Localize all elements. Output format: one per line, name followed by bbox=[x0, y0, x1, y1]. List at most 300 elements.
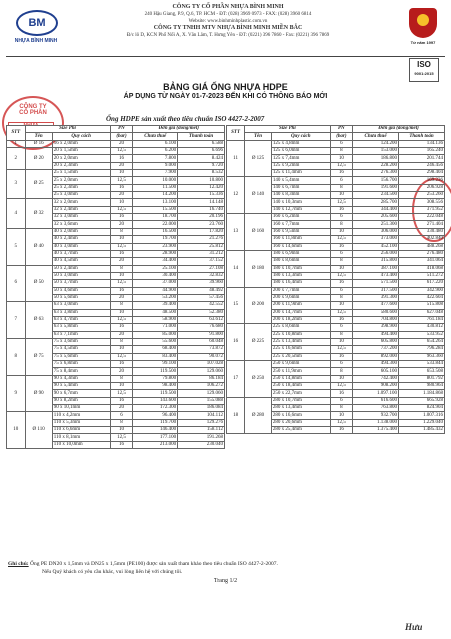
row-spec: 280 x 10,7mm bbox=[271, 397, 330, 404]
row-price-total: 23.760 bbox=[178, 221, 225, 228]
row-spec: 110 x 10,0mm bbox=[52, 441, 110, 448]
row-spec: 32 x 3,6mm bbox=[52, 221, 110, 228]
row-price-net: 373.000 bbox=[353, 236, 399, 243]
row-spec: 40 x 3,0mm bbox=[52, 243, 110, 250]
row-size-name: Ø 140 bbox=[245, 177, 272, 214]
row-price-total: 21.276 bbox=[178, 236, 225, 243]
table-row bbox=[7, 148, 225, 155]
row-size-name: Ø 125 bbox=[245, 140, 272, 177]
row-size-name: Ø 160 bbox=[245, 214, 272, 251]
row-price-net: 156.700 bbox=[353, 177, 399, 184]
row-pn: 20 bbox=[110, 368, 133, 375]
row-spec: 200 x 11,9mm bbox=[271, 302, 330, 309]
row-pn: 10 bbox=[110, 272, 133, 279]
row-pn: 16 bbox=[110, 361, 133, 368]
row-price-total: 980.964 bbox=[399, 383, 445, 390]
row-spec: 25 x 2,0mm bbox=[52, 177, 110, 184]
row-spec: 63 x 4,7mm bbox=[52, 316, 110, 323]
row-size-name: Ø 63 bbox=[25, 302, 52, 339]
row-spec: 160 x 9,5mm bbox=[271, 228, 330, 235]
row-price-net: 124.200 bbox=[353, 140, 399, 147]
table-row bbox=[7, 199, 225, 206]
row-spec: 63 x 7,1mm bbox=[52, 331, 110, 338]
row-price-total: 488.268 bbox=[399, 243, 445, 250]
row-spec: 90 x 6,7mm bbox=[52, 390, 110, 397]
row-price-total: 654.264 bbox=[399, 338, 445, 345]
row-spec: 225 x 20,5mm bbox=[271, 353, 330, 360]
row-pn: 12,5 bbox=[330, 383, 352, 390]
row-price-total: 27.108 bbox=[178, 265, 225, 272]
row-price-net: 53.200 bbox=[133, 294, 178, 301]
row-price-total: 511.272 bbox=[399, 272, 445, 279]
iso-badge: ISO 9001:2015 bbox=[409, 58, 439, 82]
row-pn: 16 bbox=[110, 441, 133, 448]
row-price-net: 344.400 bbox=[353, 206, 399, 213]
row-spec: 110 x 5,3mm bbox=[52, 419, 110, 426]
header-ten: Tên bbox=[245, 133, 272, 140]
row-price-net: 398.900 bbox=[353, 324, 399, 331]
row-pn: 12,5 bbox=[330, 419, 352, 426]
row-price-net: 6.200 bbox=[133, 148, 178, 155]
row-price-net: 317.500 bbox=[353, 287, 399, 294]
row-stt: 10 bbox=[7, 412, 26, 449]
row-price-net: 387.100 bbox=[353, 265, 399, 272]
row-pn: 6 bbox=[330, 214, 352, 221]
row-size-name: Ø 20 bbox=[25, 148, 52, 170]
row-pn: 16 bbox=[330, 243, 352, 250]
row-price-net: 7.900 bbox=[133, 170, 178, 177]
row-stt: 11 bbox=[227, 140, 245, 177]
row-price-net: 10.000 bbox=[133, 177, 178, 184]
row-spec: 180 x 6,9mm bbox=[271, 250, 330, 257]
row-spec: 20 x 2,0mm bbox=[52, 155, 110, 162]
table-row bbox=[7, 375, 225, 382]
row-spec: 50 x 5,6mm bbox=[52, 294, 110, 301]
row-spec: 125 x 9,2mm bbox=[271, 162, 330, 169]
row-pn: 8 bbox=[110, 228, 133, 235]
row-pn: 8 bbox=[330, 258, 352, 265]
company-stamp: CÔNG TY CỔ PHẦN bbox=[2, 96, 64, 150]
row-spec: 140 x 12,7mm bbox=[271, 206, 330, 213]
row-spec: 110 x 4,2mm bbox=[52, 412, 110, 419]
row-price-net: 234.500 bbox=[353, 192, 399, 199]
row-size-name: Ø 90 bbox=[25, 375, 52, 412]
row-spec: 40 x 3,7mm bbox=[52, 250, 110, 257]
row-stt: 13 bbox=[227, 214, 245, 251]
header-pn: PN bbox=[110, 126, 133, 133]
row-price-total: 32.832 bbox=[178, 272, 225, 279]
row-pn: 16 bbox=[110, 397, 133, 404]
row-spec: 125 x 11,4mm bbox=[271, 170, 330, 177]
row-price-net: 213.000 bbox=[133, 441, 178, 448]
row-price-net: 1.375.400 bbox=[353, 427, 399, 434]
row-price-total: 330.480 bbox=[399, 228, 445, 235]
row-pn: 6 bbox=[330, 250, 352, 257]
table-row bbox=[7, 170, 225, 177]
row-pn: 8 bbox=[330, 405, 352, 412]
row-pn: 12,5 bbox=[110, 177, 133, 184]
row-price-net: 99.100 bbox=[133, 361, 178, 368]
row-price-total: 1.007.316 bbox=[399, 412, 445, 419]
page-number: Trang 1/2 bbox=[213, 578, 238, 584]
row-spec: 90 x 5,4mm bbox=[52, 383, 110, 390]
row-spec: 225 x 10,8mm bbox=[271, 331, 330, 338]
row-pn: 12,5 bbox=[110, 148, 133, 155]
row-price-net: 22.000 bbox=[133, 221, 178, 228]
row-price-total: 1.229.040 bbox=[399, 419, 445, 426]
row-pn: 20 bbox=[110, 221, 133, 228]
row-spec: 63 x 5,8mm bbox=[52, 324, 110, 331]
row-size-name: Ø 16 bbox=[25, 140, 52, 147]
row-price-net: 742.400 bbox=[353, 375, 399, 382]
table-row bbox=[7, 228, 225, 235]
row-price-total: 129.060 bbox=[178, 368, 225, 375]
row-spec: 75 x 8,4mm bbox=[52, 368, 110, 375]
row-price-net: 30.400 bbox=[133, 272, 178, 279]
row-stt: 1 bbox=[7, 140, 26, 147]
row-spec: 250 x 11,9mm bbox=[271, 368, 330, 375]
row-price-net: 153.000 bbox=[353, 148, 399, 155]
row-pn: 16 bbox=[110, 287, 133, 294]
row-stt: 15 bbox=[227, 287, 245, 324]
row-price-net: 143.600 bbox=[133, 397, 178, 404]
row-spec: 75 x 5,6mm bbox=[52, 353, 110, 360]
row-spec: 250 x 22,7mm bbox=[271, 390, 330, 397]
row-size-name: Ø 180 bbox=[245, 250, 272, 287]
row-price-net: 13.100 bbox=[133, 199, 178, 206]
page-title: BẢNG GIÁ ỐNG NHỰA HDPE bbox=[163, 82, 288, 92]
row-price-net: 452.100 bbox=[353, 243, 399, 250]
header-price: Đơn giá (đồng/mét) bbox=[133, 126, 225, 133]
row-price-total: 246.456 bbox=[399, 162, 445, 169]
row-pn: 6 bbox=[330, 397, 352, 404]
row-spec: 180 x 16,4mm bbox=[271, 280, 330, 287]
row-pn: 8 bbox=[330, 368, 352, 375]
row-price-total: 155.088 bbox=[178, 397, 225, 404]
row-pn: 16 bbox=[330, 206, 352, 213]
row-price-net: 177.100 bbox=[133, 434, 178, 441]
row-pn: 20 bbox=[110, 258, 133, 265]
table-caption: Ống HDPE sản xuất theo tiêu chuẩn ISO 4427-2-2007 bbox=[106, 115, 265, 123]
row-pn: 20 bbox=[110, 405, 133, 412]
row-spec: 75 x 3,6mm bbox=[52, 338, 110, 345]
page-subtitle: ÁP DỤNG TỪ NGÀY 01-7-2023 ĐẾN KHI CÓ THÔNG BÁO MỚI bbox=[123, 93, 328, 100]
row-stt: 2 bbox=[7, 148, 26, 170]
row-pn: 12,5 bbox=[110, 390, 133, 397]
row-stt: 12 bbox=[227, 177, 245, 214]
row-price-net: 1.138.000 bbox=[353, 419, 399, 426]
row-price-total: 14.148 bbox=[178, 199, 225, 206]
row-price-net: 85.000 bbox=[133, 331, 178, 338]
note-line-2: Nếu Quý khách có yêu cầu khác, vui lòng liên hệ với chúng tôi. bbox=[42, 569, 183, 575]
row-price-total: 107.028 bbox=[178, 361, 225, 368]
row-pn: 16 bbox=[110, 155, 133, 162]
row-price-net: 494.300 bbox=[353, 361, 399, 368]
row-pn: 6 bbox=[330, 140, 352, 147]
table-row bbox=[227, 324, 445, 331]
table-row bbox=[227, 361, 445, 368]
row-price-total: 129.276 bbox=[178, 419, 225, 426]
row-spec: 200 x 18,2mm bbox=[271, 316, 330, 323]
row-price-total: 308.556 bbox=[399, 199, 445, 206]
row-price-total: 371.952 bbox=[399, 206, 445, 213]
row-spec: 140 x 8,3mm bbox=[271, 192, 330, 199]
row-price-net: 6.100 bbox=[133, 140, 178, 147]
award-logo bbox=[405, 8, 441, 52]
row-size-name: Ø 32 bbox=[25, 199, 52, 228]
company-address-2: Đ/c lô D, KCN Phố Nối A, X. Văn Lâm, T. Hưng Yên - ĐT: (0221) 396 7860 - Fax: (0221) 396 7869 bbox=[126, 33, 330, 38]
row-size-name: Ø 250 bbox=[245, 361, 272, 398]
row-pn: 6 bbox=[330, 177, 352, 184]
row-pn: 10 bbox=[330, 155, 352, 162]
row-price-net: 79.800 bbox=[133, 375, 178, 382]
row-price-total: 627.048 bbox=[399, 309, 445, 316]
row-price-total: 342.900 bbox=[399, 287, 445, 294]
row-spec: 75 x 4,5mm bbox=[52, 346, 110, 353]
row-spec: 125 x 4,8mm bbox=[271, 140, 330, 147]
row-price-net: 256.000 bbox=[353, 250, 399, 257]
row-price-total: 253.260 bbox=[399, 192, 445, 199]
row-size-name: Ø 25 bbox=[25, 170, 52, 199]
header-price: Đơn giá (đồng/mét) bbox=[353, 126, 445, 133]
row-price-net: 605.100 bbox=[353, 368, 399, 375]
row-spec: 125 x 6,0mm bbox=[271, 148, 330, 155]
row-spec: 250 x 18,4mm bbox=[271, 383, 330, 390]
row-price-total: 8.424 bbox=[178, 155, 225, 162]
row-price-total: 206.928 bbox=[399, 184, 445, 191]
header-chua-thue: Chưa thuế bbox=[353, 133, 399, 140]
row-pn: 10 bbox=[110, 427, 133, 434]
row-spec: 225 x 13,4mm bbox=[271, 338, 330, 345]
row-price-total: 39.960 bbox=[178, 280, 225, 287]
row-spec: 90 x 8,2mm bbox=[52, 397, 110, 404]
row-price-total: 9.720 bbox=[178, 162, 225, 169]
row-price-total: 418.068 bbox=[399, 265, 445, 272]
table-row bbox=[7, 265, 225, 272]
row-price-total: 60.048 bbox=[178, 338, 225, 345]
row-pn: 16 bbox=[110, 250, 133, 257]
row-price-net: 119.500 bbox=[133, 368, 178, 375]
row-spec: 200 x 7,7mm bbox=[271, 287, 330, 294]
row-pn: 12,5 bbox=[110, 353, 133, 360]
row-price-total: 20.196 bbox=[178, 214, 225, 221]
row-pn: 12,5 bbox=[330, 309, 352, 316]
row-price-total: 276.480 bbox=[399, 250, 445, 257]
row-stt: 5 bbox=[7, 228, 26, 265]
row-spec: 90 x 4,3mm bbox=[52, 375, 110, 382]
row-price-net: 605.800 bbox=[353, 338, 399, 345]
header-divider bbox=[6, 56, 445, 57]
row-price-net: 44.900 bbox=[133, 287, 178, 294]
row-price-net: 16.500 bbox=[133, 228, 178, 235]
row-price-total: 430.812 bbox=[399, 324, 445, 331]
row-pn: 6 bbox=[110, 412, 133, 419]
row-pn: 10 bbox=[330, 228, 352, 235]
header-stt: STT bbox=[227, 126, 245, 141]
row-price-total: 42.552 bbox=[178, 302, 225, 309]
row-pn: 20 bbox=[110, 162, 133, 169]
row-pn: 8 bbox=[110, 419, 133, 426]
row-price-net: 191.600 bbox=[353, 184, 399, 191]
row-pn: 16 bbox=[330, 316, 352, 323]
company-name-1: CÔNG TY CỔ PHẦN NHỰA BÌNH MINH bbox=[172, 4, 284, 10]
row-price-net: 119.700 bbox=[133, 419, 178, 426]
row-price-total: 106.272 bbox=[178, 383, 225, 390]
row-pn: 12,5 bbox=[330, 346, 352, 353]
binh-minh-logo: BM NHỰA BÌNH MINH bbox=[8, 10, 64, 46]
row-pn: 10 bbox=[330, 375, 352, 382]
row-pn: 16 bbox=[110, 184, 133, 191]
row-price-total: 169.236 bbox=[399, 177, 445, 184]
row-spec: 25 x 1,5mm bbox=[52, 170, 110, 177]
row-pn: 12,5 bbox=[330, 272, 352, 279]
header-stt: STT bbox=[7, 126, 26, 141]
row-spec: 225 x 8,6mm bbox=[271, 324, 330, 331]
header-thanh-toan: Thanh toán bbox=[399, 133, 445, 140]
row-spec: 140 x 6,7mm bbox=[271, 184, 330, 191]
row-price-total: 158.112 bbox=[178, 427, 225, 434]
row-price-net: 39.400 bbox=[133, 302, 178, 309]
row-price-net: 473.400 bbox=[353, 272, 399, 279]
row-price-net: 704.800 bbox=[353, 316, 399, 323]
table-row bbox=[227, 287, 445, 294]
row-price-total: 57.456 bbox=[178, 294, 225, 301]
row-stt: 18 bbox=[227, 397, 245, 434]
row-price-net: 737.200 bbox=[353, 346, 399, 353]
row-pn: 16 bbox=[330, 280, 352, 287]
row-price-net: 7.800 bbox=[133, 155, 178, 162]
row-price-net: 18.700 bbox=[133, 214, 178, 221]
row-price-total: 76.680 bbox=[178, 324, 225, 331]
row-price-total: 533.844 bbox=[399, 361, 445, 368]
row-pn: 16 bbox=[110, 324, 133, 331]
row-spec: 225 x 16,6mm bbox=[271, 346, 330, 353]
row-spec: 40 x 2,4mm bbox=[52, 236, 110, 243]
row-price-total: 1.184.868 bbox=[399, 390, 445, 397]
row-price-net: 15.500 bbox=[133, 206, 178, 213]
row-spec: 250 x 14,8mm bbox=[271, 375, 330, 382]
row-price-net: 580.600 bbox=[353, 309, 399, 316]
row-spec: 160 x 7,7mm bbox=[271, 221, 330, 228]
document-header bbox=[0, 4, 451, 56]
row-stt: 3 bbox=[7, 170, 26, 199]
row-pn: 12,5 bbox=[110, 316, 133, 323]
row-price-net: 306.000 bbox=[353, 228, 399, 235]
row-price-total: 165.240 bbox=[399, 148, 445, 155]
row-spec: 200 x 9,6mm bbox=[271, 294, 330, 301]
row-pn: 8 bbox=[330, 148, 352, 155]
row-price-net: 68.400 bbox=[133, 346, 178, 353]
row-price-net: 571.500 bbox=[353, 280, 399, 287]
row-price-net: 14.200 bbox=[133, 192, 178, 199]
row-price-net: 96.400 bbox=[133, 412, 178, 419]
row-price-total: 15.336 bbox=[178, 192, 225, 199]
row-spec: 16 x 2,0mm bbox=[52, 140, 110, 147]
row-price-total: 6.588 bbox=[178, 140, 225, 147]
row-price-total: 12.420 bbox=[178, 184, 225, 191]
row-price-net: 11.500 bbox=[133, 184, 178, 191]
row-price-total: 17.820 bbox=[178, 228, 225, 235]
row-price-total: 761.184 bbox=[399, 316, 445, 323]
row-price-total: 191.268 bbox=[178, 434, 225, 441]
row-pn: 8 bbox=[330, 294, 352, 301]
row-price-net: 48.500 bbox=[133, 309, 178, 316]
row-price-total: 230.040 bbox=[178, 441, 225, 448]
row-spec: 40 x 2,0mm bbox=[52, 228, 110, 235]
row-price-total: 653.508 bbox=[399, 368, 445, 375]
row-price-net: 477.600 bbox=[353, 302, 399, 309]
row-price-net: 34.400 bbox=[133, 258, 178, 265]
row-stt: 17 bbox=[227, 361, 245, 398]
row-spec: 63 x 3,0mm bbox=[52, 302, 110, 309]
row-price-total: 186.084 bbox=[178, 405, 225, 412]
row-spec: 180 x 10,7mm bbox=[271, 265, 330, 272]
row-price-total: 52.380 bbox=[178, 309, 225, 316]
row-price-net: 1.097.100 bbox=[353, 390, 399, 397]
row-pn: 20 bbox=[110, 331, 133, 338]
row-spec: 110 x 6,6mm bbox=[52, 427, 110, 434]
row-spec: 32 x 2,4mm bbox=[52, 206, 110, 213]
row-price-total: 6.696 bbox=[178, 148, 225, 155]
row-price-net: 119.500 bbox=[133, 390, 178, 397]
row-size-name: Ø 40 bbox=[25, 228, 52, 265]
row-price-net: 19.700 bbox=[133, 236, 178, 243]
row-spec: 280 x 13,4mm bbox=[271, 405, 330, 412]
row-spec: 160 x 6,2mm bbox=[271, 214, 330, 221]
row-price-total: 271.404 bbox=[399, 221, 445, 228]
row-size-name: Ø 110 bbox=[25, 412, 52, 449]
row-price-net: 391.300 bbox=[353, 294, 399, 301]
company-website: Website: www.binhminhplastic.com.vn bbox=[188, 19, 268, 24]
row-stt: 6 bbox=[7, 265, 26, 302]
row-price-total: 665.928 bbox=[399, 397, 445, 404]
row-price-total: 90.072 bbox=[178, 353, 225, 360]
row-price-total: 422.604 bbox=[399, 294, 445, 301]
table-row bbox=[7, 140, 225, 147]
signature: Hưu bbox=[405, 622, 423, 632]
company-address-1: 240 Hậu Giang, P.9, Q.6, TP. HCM - ĐT: (028) 3969 0973 - FAX: (028) 3960 6814 bbox=[144, 12, 312, 17]
row-pn: 12,5 bbox=[110, 280, 133, 287]
row-price-net: 9.000 bbox=[133, 162, 178, 169]
row-pn: 10 bbox=[330, 338, 352, 345]
company-info bbox=[78, 4, 378, 39]
row-price-net: 83.400 bbox=[133, 353, 178, 360]
row-price-total: 801.792 bbox=[399, 375, 445, 382]
header-size: Size Phi bbox=[25, 126, 110, 133]
row-price-net: 58.900 bbox=[133, 316, 178, 323]
row-price-total: 298.404 bbox=[399, 170, 445, 177]
row-pn: 12,5 bbox=[110, 206, 133, 213]
row-price-total: 1.485.432 bbox=[399, 427, 445, 434]
row-price-total: 515.808 bbox=[399, 302, 445, 309]
row-pn: 10 bbox=[110, 383, 133, 390]
row-pn: 10 bbox=[110, 170, 133, 177]
row-price-net: 276.300 bbox=[353, 170, 399, 177]
row-price-total: 37.152 bbox=[178, 258, 225, 265]
row-spec: 25 x 3,0mm bbox=[52, 192, 110, 199]
row-pn: 10 bbox=[110, 309, 133, 316]
price-table-right bbox=[226, 125, 445, 434]
row-price-net: 37.000 bbox=[133, 280, 178, 287]
row-spec: 160 x 14,6mm bbox=[271, 243, 330, 250]
row-size-name: Ø 225 bbox=[245, 324, 272, 361]
row-price-net: 763.800 bbox=[353, 405, 399, 412]
row-pn: 8 bbox=[330, 221, 352, 228]
header-size: Size Phi bbox=[245, 126, 330, 133]
row-pn: 16 bbox=[330, 353, 352, 360]
header-chua-thue: Chưa thuế bbox=[133, 133, 178, 140]
table-row bbox=[7, 302, 225, 309]
